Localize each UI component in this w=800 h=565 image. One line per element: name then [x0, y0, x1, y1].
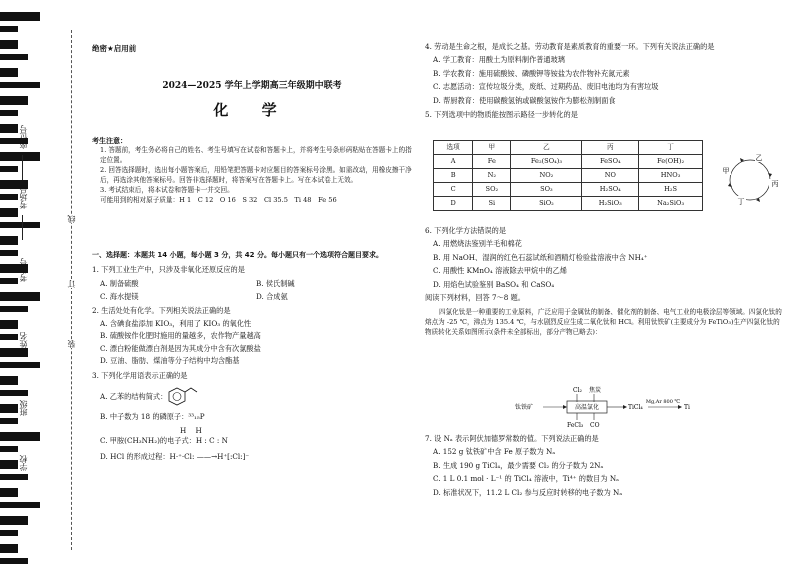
q6-option-c[interactable]: C. 用酸性 KMnO₄ 溶液除去甲烷中的乙烯 — [433, 266, 567, 276]
ethylbenzene-structure-icon — [167, 385, 201, 409]
cut-mark-install: 装 — [67, 340, 76, 348]
cycle-node-jia: 甲 — [722, 167, 730, 175]
room-label: 考场号 — [19, 185, 28, 209]
table-cell: Fe₂(SO₄)₃ — [511, 155, 582, 169]
table-cell: Fe — [473, 155, 511, 169]
school-label: 学校 — [19, 455, 28, 471]
table-cell: H₂S — [639, 183, 703, 197]
flow-co: CO — [590, 422, 600, 429]
table-header: 乙 — [511, 141, 582, 155]
seat-label: 座位号 — [19, 125, 28, 149]
exam-title: 2024—2025 学年上学期高三年级期中联考 — [162, 81, 342, 91]
q1-option-b[interactable]: B. 侯氏制碱 — [256, 278, 295, 288]
binding-bar — [0, 544, 18, 553]
table-header: 丁 — [639, 141, 703, 155]
binding-bar — [0, 404, 18, 413]
binding-bar — [0, 376, 18, 385]
q6-option-b[interactable]: B. 用 NaOH、湿润的红色石蕊试纸和酒精灯检验盐溶液中含 NH₄⁺ — [433, 252, 648, 262]
flow-ticl4: TiCl₄ — [628, 404, 643, 411]
binding-bar — [0, 502, 40, 508]
table-cell: Na₂SiO₃ — [639, 197, 703, 211]
note-3: 3. 考试结束后，将本试卷和答题卡一并交回。 — [100, 185, 234, 194]
q3-option-c[interactable]: C. 甲胺(CH₃NH₂)的电子式：H : C : N — [100, 435, 228, 445]
question-4: 4. 劳动是生命之根，是成长之基。劳动教育是素质教育的重要一环。下列有关说法正确的是 — [425, 42, 715, 51]
conversion-cycle-diagram — [717, 150, 783, 210]
notes-heading: 考生注意： — [92, 137, 127, 145]
binding-bar — [0, 82, 40, 88]
binding-bar — [0, 166, 18, 172]
atomic-masses: 可能用到的相对原子质量：H 1 C 12 O 16 S 32 Cl 35.5 Ti 48 Fe 56 — [100, 195, 337, 204]
table-cell: SiO₂ — [511, 197, 582, 211]
q3-c-hydrogens: H H — [180, 425, 203, 435]
table-cell: N₂ — [473, 169, 511, 183]
table-cell: H₂SO₄ — [582, 183, 639, 197]
binding-bar — [0, 278, 18, 284]
table-header: 选项 — [434, 141, 473, 155]
binding-bar — [0, 446, 18, 452]
note-2: 2. 回答选择题时，选出每小题答案后，用铅笔把答题卡对应题目的答案标号涂黑。如需改动，用橡皮擦干净后，再选涂其他答案标号。回答非选择题时，将答案写在答题卡上。写在本试卷上无效。 — [100, 165, 412, 184]
question-7: 7. 设 Nₐ 表示阿伏加德罗常数的值。下列说法正确的是 — [425, 434, 599, 443]
flow-fecl3: FeCl₃ — [567, 422, 584, 429]
binding-bar — [0, 40, 18, 49]
binding-bar — [0, 530, 18, 536]
binding-bar — [0, 558, 28, 564]
binding-bar — [0, 320, 18, 329]
table-cell: Fe(OH)₂ — [639, 155, 703, 169]
q4-option-b[interactable]: B. 学农教育：施用硫酸铵、磷酸钾等铵盐为农作物补充氮元素 — [433, 68, 630, 78]
cycle-node-bing: 丙 — [771, 180, 779, 188]
table-cell: NO₂ — [511, 169, 582, 183]
binding-strip — [0, 0, 92, 565]
binding-bar — [0, 432, 40, 441]
table-header-row — [434, 141, 703, 155]
q3-option-d[interactable]: D. HCl 的形成过程：H·⁺·Cl: ——→H⁺[:Cl:]⁻ — [100, 452, 250, 462]
q7-option-c[interactable]: C. 1 L 0.1 mol · L⁻¹ 的 TiCl₄ 溶液中，Ti⁴⁺ 的数目为 Nₐ — [433, 474, 619, 484]
q2-option-c[interactable]: C. 漂白粉能做漂白剂是因为其成分中含有次氯酸盐 — [100, 343, 261, 353]
question-2: 2. 生活处处有化学。下列相关说法正确的是 — [92, 306, 231, 316]
table-cell: SO₃ — [511, 183, 582, 197]
confidential-mark: 绝密★启用前 — [92, 44, 137, 53]
q1-option-c[interactable]: C. 海水提镁 — [100, 292, 139, 302]
binding-bar — [0, 208, 18, 217]
q6-option-d[interactable]: D. 用焰色试验鉴别 BaSO₄ 和 CaSO₄ — [433, 279, 555, 289]
name-label: 姓名 — [19, 332, 28, 348]
table-header: 甲 — [473, 141, 511, 155]
q4-option-c[interactable]: C. 志愿活动：宣传垃圾分类，废纸、过期药品、废旧电池均为有害垃圾 — [433, 82, 659, 92]
examinee-label: 考生号 — [19, 258, 28, 282]
binding-bar — [0, 474, 28, 480]
q2-option-d[interactable]: D. 豆油、脂肪、煤油等分子结构中均含酯基 — [100, 356, 240, 366]
table-cell: FeSO₄ — [582, 155, 639, 169]
question-5: 5. 下列选项中的物质能按图示路径一步转化的是 — [425, 110, 578, 120]
binding-bar — [0, 68, 18, 77]
table-row — [434, 183, 703, 197]
q7-option-d[interactable]: D. 标准状况下，11.2 L Cl₂ 参与反应时转移的电子数为 Nₐ — [433, 487, 623, 497]
q3-option-b[interactable]: B. 中子数为 18 的磷原子：³³₁₅P — [100, 412, 205, 422]
q3-option-a[interactable]: A. 乙苯的结构简式： — [100, 391, 168, 401]
q1-option-a[interactable]: A. 制备硫酸 — [100, 278, 139, 288]
binding-bar — [0, 110, 18, 116]
binding-bar — [0, 488, 18, 497]
table-row — [434, 197, 703, 211]
binding-bar — [0, 460, 18, 469]
process-flow-diagram — [515, 384, 715, 430]
q4-option-d[interactable]: D. 帮厨教育：使用碳酸氢钠或碳酸氢铵作为膨松剂制面食 — [433, 95, 616, 105]
binding-line — [71, 30, 72, 550]
q6-option-a[interactable]: A. 用燃烧法鉴别羊毛和棉花 — [433, 239, 522, 249]
barcode-bars — [0, 0, 40, 565]
table-cell: A — [434, 155, 473, 169]
question-3: 3. 下列化学用语表示正确的是 — [92, 370, 188, 380]
cut-mark-line: 线 — [67, 215, 76, 223]
table-cell: B — [434, 169, 473, 183]
table-cell: HNO₃ — [639, 169, 703, 183]
binding-bar — [0, 26, 18, 32]
table-header: 丙 — [582, 141, 639, 155]
binding-bar — [0, 54, 28, 60]
table-row — [434, 169, 703, 183]
q7-option-b[interactable]: B. 生成 190 g TiCl₄，最少需要 Cl₂ 的分子数为 2Nₐ — [433, 460, 604, 470]
binding-bar — [0, 334, 18, 340]
binding-bar — [0, 362, 40, 368]
flow-ti: Ti — [684, 404, 690, 411]
binding-bar — [0, 236, 18, 245]
q7-option-a[interactable]: A. 152 g 钛铁矿中含 Fe 原子数为 Nₐ — [433, 447, 556, 457]
binding-bar — [0, 292, 40, 301]
binding-bar — [0, 390, 28, 396]
binding-bar — [0, 96, 28, 105]
flow-input-cl2: Cl₂ — [573, 387, 582, 394]
binding-bar — [0, 124, 18, 133]
binding-bar — [0, 516, 28, 525]
binding-bar — [0, 12, 40, 21]
q5-table — [433, 140, 703, 211]
table-cell: NO — [582, 169, 639, 183]
q2-option-b[interactable]: B. 硫酸铵作化肥时施用的量越多，农作物产量越高 — [100, 331, 261, 341]
cut-mark-bind: 订 — [67, 280, 76, 288]
table-row — [434, 155, 703, 169]
q2-option-a[interactable]: A. 含碘食盐添加 KIO₃，利用了 KIO₃ 的氧化性 — [100, 318, 252, 328]
binding-bar — [0, 250, 18, 256]
table-cell: C — [434, 183, 473, 197]
binding-bar — [0, 306, 28, 312]
binding-bar — [0, 348, 28, 357]
binding-bar — [0, 222, 40, 228]
reading-instruction: 阅读下列材料，回答 7～8 题。 — [425, 293, 525, 303]
cycle-node-ding: 丁 — [737, 198, 745, 206]
question-6: 6. 下列化学方法错误的是 — [425, 226, 507, 235]
binding-bar — [0, 194, 18, 200]
cycle-node-yi: 乙 — [755, 154, 763, 162]
table-cell: D — [434, 197, 473, 211]
binding-bar — [0, 418, 18, 424]
flow-box: 高温氯化 — [574, 404, 600, 411]
section-heading: 一、选择题：本题共 14 小题，每小题 3 分，共 42 分。每小题只有一个选项符合题目要求。 — [92, 251, 383, 259]
q1-option-d[interactable]: D. 合成氨 — [256, 292, 288, 302]
reading-passage: 四氯化钛是一种重要的工业原料，广泛应用于金属钛的制备、催化剂的制备、电气工业的电极涂层等领域。四氯化钛的熔点为 -25 ℃，沸点为 135.4 ℃，与水剧烈反应生成二氧化钛和 HCl。利用钛铁矿(主要成分为 FeTiO₃)生产四氯化钛的物质转化关系如图所示(条件未全部标出，部分产物已略去)： — [425, 307, 782, 337]
table-cell: H₂SiO₃ — [582, 197, 639, 211]
question-1: 1. 下列工业生产中，只涉及非氧化还原反应的是 — [92, 265, 245, 275]
class-label: 班级 — [19, 400, 28, 416]
q4-option-a[interactable]: A. 学工教育：用酸土为原料制作普通玻璃 — [433, 55, 565, 65]
binding-bar — [0, 152, 40, 161]
flow-input-coke: 焦炭 — [589, 387, 602, 394]
note-1: 1. 答题前，考生务必将自己的姓名、考生号填写在试卷和答题卡上，并将考生号条形码粘贴在答题卡上的指定位置。 — [100, 146, 412, 165]
subject-title: 化 学 — [213, 101, 291, 119]
flow-condition: Mg,Ar 800 ℃ — [645, 399, 681, 405]
table-cell: Si — [473, 197, 511, 211]
table-cell: SO₂ — [473, 183, 511, 197]
flow-feed: 钛铁矿 — [515, 404, 534, 411]
